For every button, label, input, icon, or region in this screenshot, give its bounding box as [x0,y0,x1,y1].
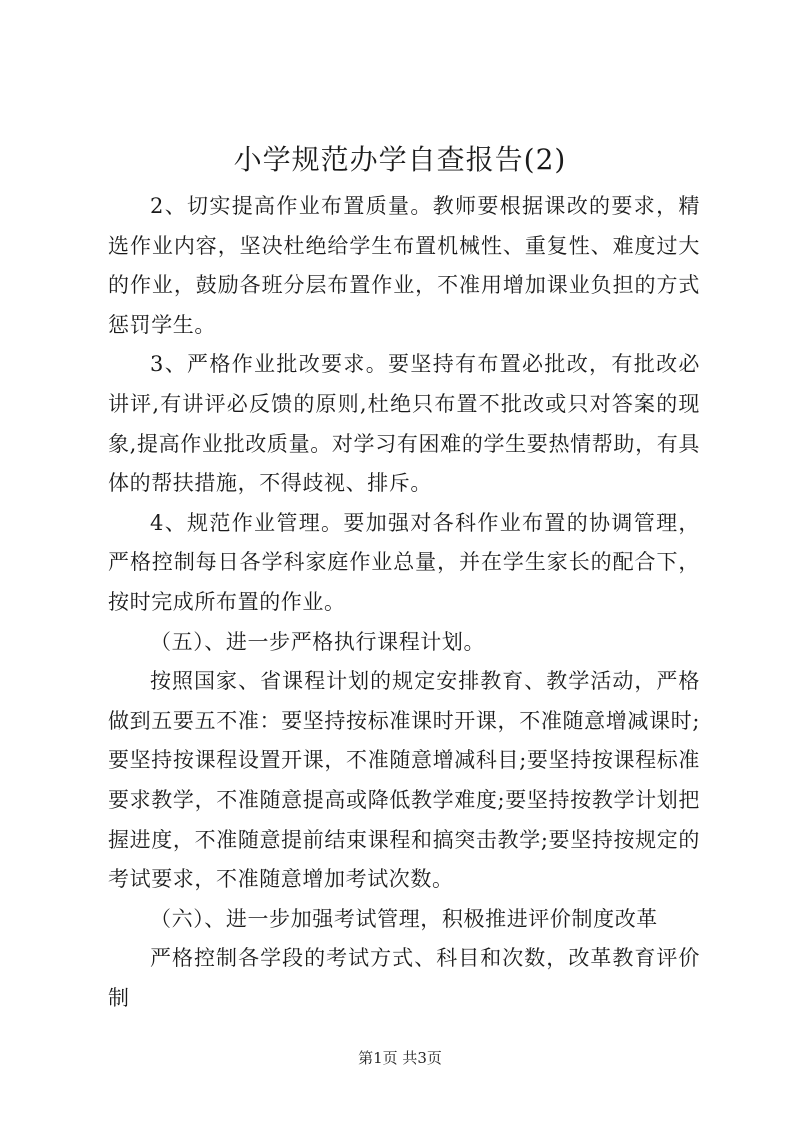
document-body [108,187,700,1018]
paragraph-curriculum-plan: 按照国家、省课程计划的规定安排教育、教学活动，严格做到五要五不准：要坚持按标准课时开课，不准随意增减课时;要坚持按课程设置开课，不准随意增减科目;要坚持按课程标准要求教学，不准随意提高或降低教学难度;要坚持按教学计划把握进度，不准随意提前结束课程和搞突击教学;要坚持按规定的考试要求，不准随意增加考试次数。 [108,669,700,892]
paragraph-exam-control: 严格控制各学段的考试方式、科目和次数，改革教育评价制 [108,946,700,1010]
page-footer: 第1页 共3页 [358,1049,442,1067]
page-title: 小学规范办学自查报告(2) [233,143,567,176]
paragraph-homework-grading: 3、严格作业批改要求。要坚持有布置必批改，有批改必讲评,有讲评必反馈的原则,杜绝只布置不批改或只对答案的现象,提高作业批改质量。对学习有困难的学生要热情帮助，有具体的帮扶措施，不得歧视、排斥。 [108,352,700,496]
paragraph-homework-management: 4、规范作业管理。要加强对各科作业布置的协调管理，严格控制每日各学科家庭作业总量，并在学生家长的配合下，按时完成所布置的作业。 [108,510,700,614]
paragraph-homework-quality: 2、切实提高作业布置质量。教师要根据课改的要求，精选作业内容，坚决杜绝给学生布置机械性、重复性、难度过大的作业，鼓励各班分层布置作业，不准用增加课业负担的方式惩罚学生。 [108,194,700,337]
section-heading-curriculum: （五）、进一步严格执行课程计划。 [150,629,486,654]
section-heading-exams: （六）、进一步加强考试管理，积极推进评价制度改革 [150,906,658,931]
